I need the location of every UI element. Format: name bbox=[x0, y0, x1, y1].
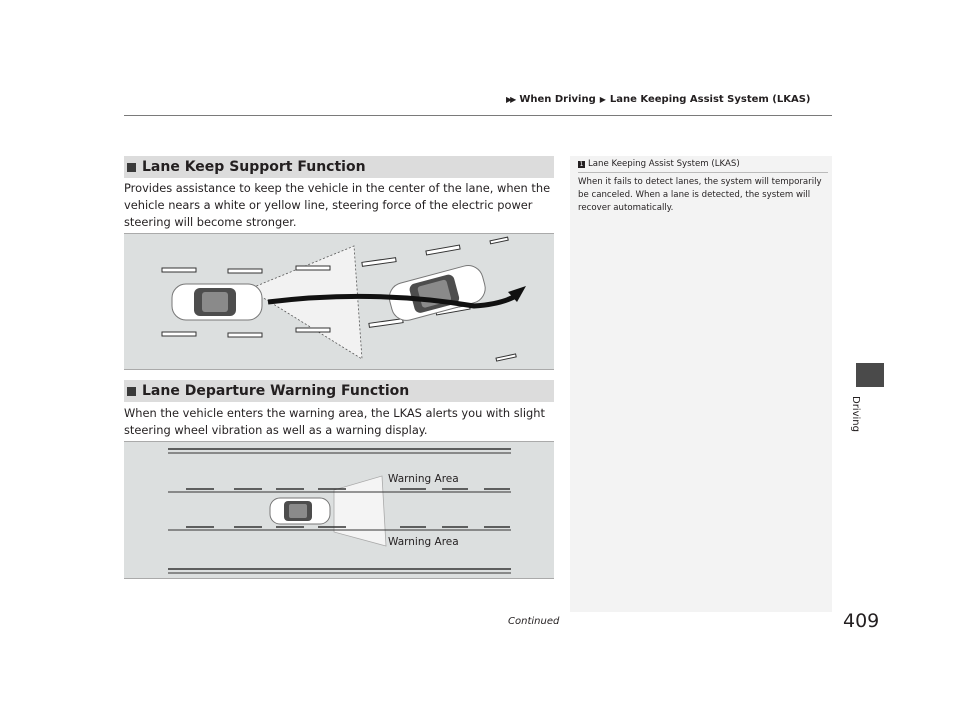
square-bullet-icon bbox=[127, 387, 136, 396]
section-text-lane-departure: When the vehicle enters the warning area, the LKAS alerts you with slight steering wheel vibration as well as a warning display. bbox=[124, 406, 545, 437]
header-rule bbox=[124, 115, 832, 116]
car-center bbox=[270, 498, 330, 524]
section-title: Lane Keep Support Function bbox=[142, 159, 366, 175]
section-heading-lane-departure bbox=[124, 380, 554, 402]
figure-lane-departure-warning bbox=[124, 441, 554, 579]
lane-keep-diagram bbox=[124, 234, 554, 369]
warning-area-bottom-label: Warning Area bbox=[388, 536, 459, 548]
warning-area-top-label: Warning Area bbox=[388, 473, 459, 485]
page-number: 409 bbox=[843, 610, 880, 632]
continued-label: Continued bbox=[508, 616, 560, 627]
figure-lane-keep-support bbox=[124, 233, 554, 370]
square-bullet-icon bbox=[127, 163, 136, 172]
breadcrumb-part-1[interactable]: When Driving bbox=[519, 94, 596, 105]
sidebar-title-text: Lane Keeping Assist System (LKAS) bbox=[588, 159, 740, 169]
section-heading-lane-keep bbox=[124, 156, 554, 178]
chapter-tab-label: Driving bbox=[850, 396, 861, 432]
chapter-tab[interactable] bbox=[856, 363, 884, 387]
sidebar-body: When it fails to detect lanes, the system will temporarily be canceled. When a lane is detected, the system will recover automatically. bbox=[578, 177, 822, 213]
lane-departure-diagram bbox=[124, 442, 554, 578]
double-arrow-icon: ▶▶ bbox=[506, 95, 515, 104]
section-title: Lane Departure Warning Function bbox=[142, 383, 410, 399]
sidebar-rule bbox=[578, 172, 828, 173]
sidebar-note bbox=[570, 156, 832, 612]
breadcrumb bbox=[506, 94, 811, 105]
reference-icon: 1 bbox=[579, 160, 584, 168]
section-text-lane-keep: Provides assistance to keep the vehicle in the center of the lane, when the vehicle nears a white or yellow line, steering force of the electric power steering will become stronger. bbox=[124, 181, 551, 229]
car-left bbox=[172, 284, 262, 320]
sidebar-title bbox=[578, 159, 740, 169]
arrow-right-icon: ▶ bbox=[599, 95, 606, 104]
breadcrumb-part-2[interactable]: Lane Keeping Assist System (LKAS) bbox=[609, 94, 811, 105]
